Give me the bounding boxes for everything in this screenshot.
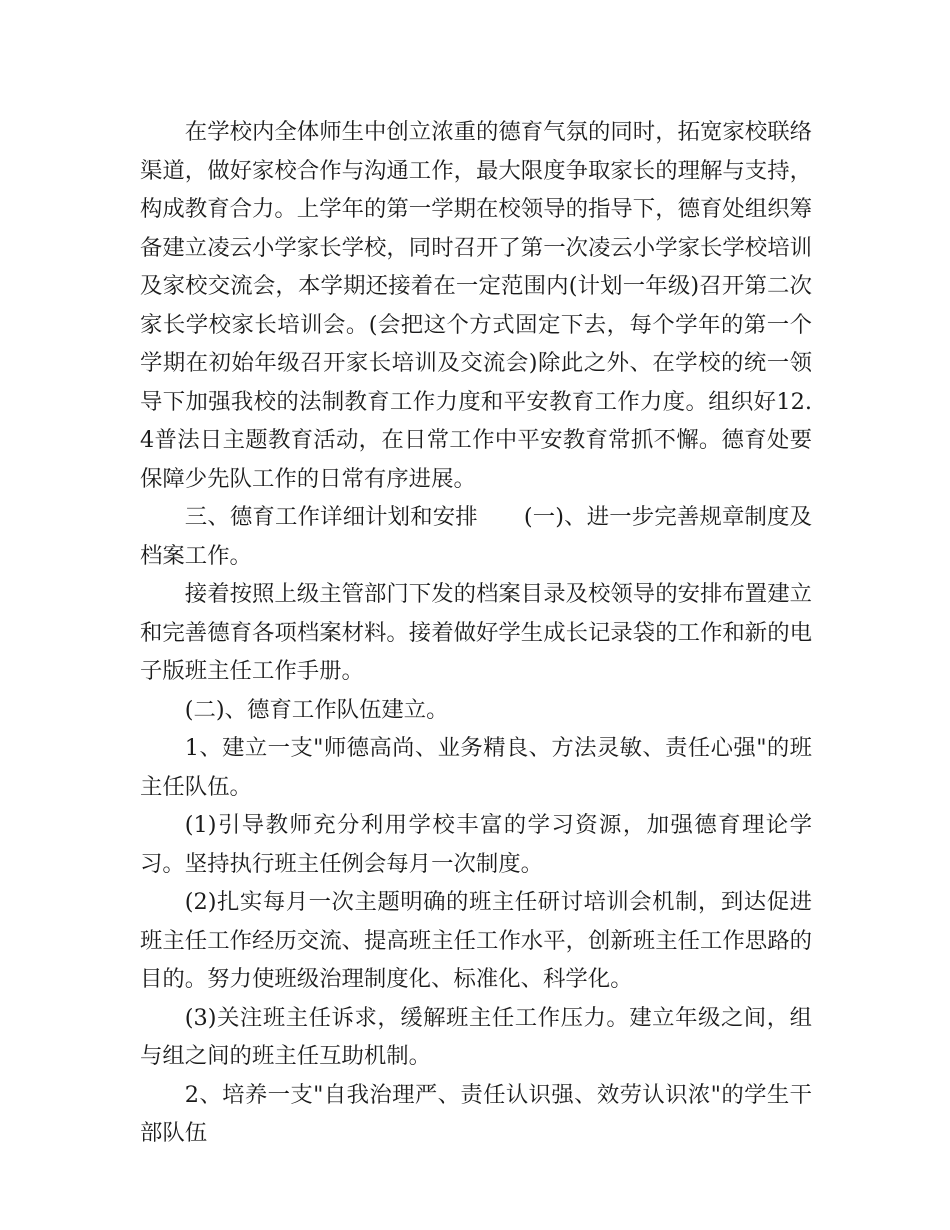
paragraph-team-building-heading: (二)、德育工作队伍建立。 bbox=[184, 696, 449, 723]
paragraph-item-1-3: (3)关注班主任诉求，缓解班主任工作压力。建立年级之间，组与组之间的班主任互助机制。 bbox=[140, 1004, 812, 1069]
paragraph-item-2: 2、培养一支"自我治理严、责任认识强、效劳认识浓"的学生干部队伍 bbox=[140, 1081, 812, 1146]
subsection-heading: (一)、进一步完善规章制度及档案工作。 bbox=[140, 504, 812, 569]
document-page bbox=[140, 113, 812, 1153]
paragraph-item-1-1: (1)引导教师充分利用学校丰富的学习资源，加强德育理论学习。坚持执行班主任例会每月一次制度。 bbox=[140, 812, 812, 877]
paragraph-home-school-cooperation: 在学校内全体师生中创立浓重的德育气氛的同时，拓宽家校联络渠道，做好家校合作与沟通工作，最大限度争取家长的理解与支持，构成教育合力。上学年的第一学期在校领导的指导下，德育处组织筹备建立凌云小学家长学校，同时召开了第一次凌云小学家长学校培训及家校交流会，本学期还接着在一定范围内(计划一年级)召开第二次家长学校家长培训会。(会把这个方式固定下去，每个学年的第一个学期在初始年级召开家长培训及交流会)除此之外、在学校的统一领导下加强我校的法制教育工作力度和平安教育工作力度。组织好12.4普法日主题教育活动，在日常工作中平安教育常抓不懈。德育处要保障少先队工作的日常有序进展。 bbox=[140, 119, 812, 492]
paragraph-archive-work: 接着按照上级主管部门下发的档案目录及校领导的安排布置建立和完善德育各项档案材料。接着做好学生成长记录袋的工作和新的电子版班主任工作手册。 bbox=[140, 581, 812, 684]
section-heading: 三、德育工作详细计划和安排 bbox=[184, 504, 478, 530]
paragraph-section-three bbox=[140, 498, 812, 575]
paragraph-item-1-2: (2)扎实每月一次主题明确的班主任研讨培训会机制，到达促进班主任工作经历交流、提高班主任工作水平，创新班主任工作思路的目的。努力使班级治理制度化、标准化、科学化。 bbox=[140, 889, 812, 992]
paragraph-item-1: 1、建立一支"师德高尚、业务精良、方法灵敏、责任心强"的班主任队伍。 bbox=[140, 735, 812, 800]
